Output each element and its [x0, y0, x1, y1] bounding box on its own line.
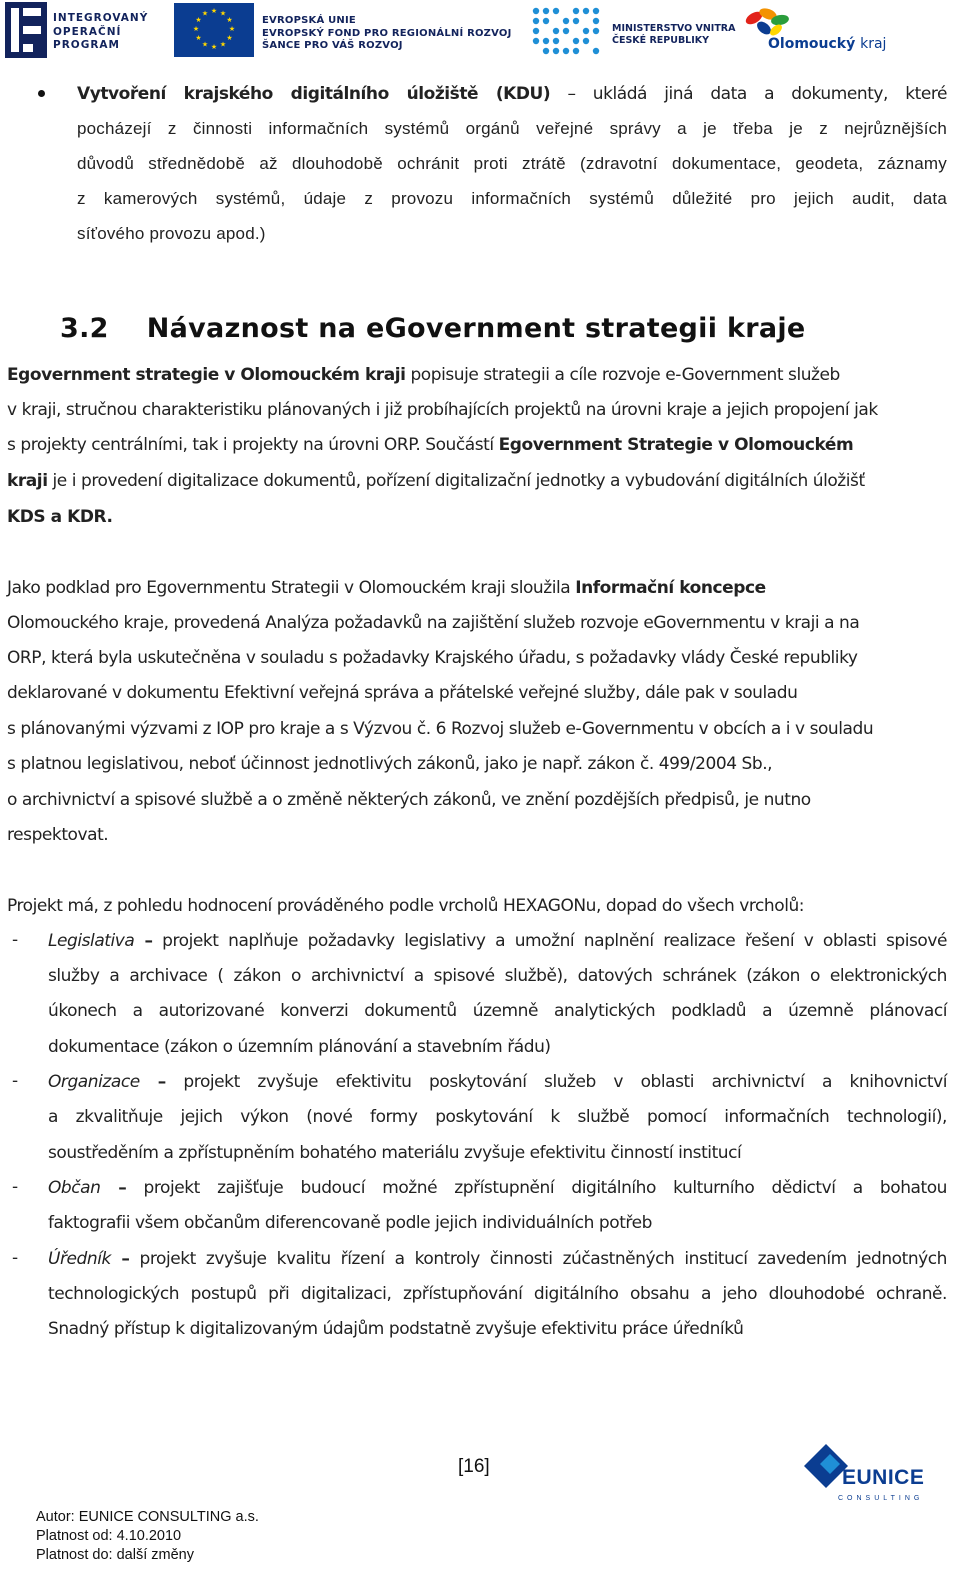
- list-item-line: [48, 1071, 947, 1093]
- para-line: [7, 364, 840, 386]
- eu-logo-line: EVROPSKÝ FOND PRO REGIONÁLNÍ ROZVOJ: [262, 27, 512, 39]
- svg-text:★: ★: [219, 40, 227, 49]
- para-bold: Informační koncepce: [575, 578, 766, 598]
- para-line: [7, 434, 853, 456]
- para-text: s projekty centrálními, tak i projekty na úrovni ORP. Součástí: [7, 435, 499, 455]
- svg-text:★: ★: [210, 43, 218, 51]
- para-line: [7, 470, 865, 492]
- list-item-sep: –: [139, 1072, 166, 1092]
- bullet-line: z kamerových systémů, údaje z provozu informačních systémů důležité pro jejich audit, data: [77, 189, 947, 208]
- svg-text:★: ★: [192, 25, 200, 33]
- list-item-line: faktografii všem občanům diferencovaně podle jejich individuálních potřeb: [48, 1213, 652, 1233]
- bullet-text: – ukládá jiná data a dokumenty, které: [567, 84, 948, 104]
- para-bold: Egovernment strategie v Olomouckém kraji: [7, 365, 406, 385]
- svg-text:★: ★: [201, 9, 209, 18]
- para-text: popisuje strategii a cíle rozvoje e-Government služeb: [405, 365, 840, 385]
- list-dash: -: [12, 1248, 19, 1268]
- list-item-term: Organizace: [48, 1072, 140, 1092]
- svg-text:★: ★: [226, 16, 233, 24]
- section-heading: [60, 313, 806, 344]
- list-item-text: projekt zvyšuje kvalitu řízení a kontroly činnosti zúčastněných institucí zavedením jednotných: [129, 1249, 947, 1269]
- eu-logo-line: ŠANCE PRO VÁŠ ROZVOJ: [262, 40, 403, 51]
- list-dash: -: [12, 1071, 19, 1091]
- region-logo-name: Olomoucký: [768, 36, 856, 52]
- list-item-text: projekt zvyšuje efektivitu poskytování služeb v oblasti archivnictví a knihovnictví: [165, 1072, 947, 1092]
- footer-author: Autor: EUNICE CONSULTING a.s.: [36, 1509, 259, 1525]
- list-item-line: a zkvalitňuje jejich výkon (nové formy poskytování k službě pomocí informačních technologií),: [48, 1107, 947, 1127]
- bullet-dot-icon: [38, 90, 45, 97]
- svg-text:★: ★: [195, 34, 202, 42]
- page-number: [16]: [458, 1456, 490, 1477]
- para-line: KDS a KDR.: [7, 507, 113, 527]
- para-line: respektovat.: [7, 825, 109, 845]
- svg-text:★: ★: [201, 40, 209, 49]
- para-line: s platnou legislativou, neboť účinnost jednotlivých zákonů, jako je např. zákon č. 499/2004 Sb.,: [7, 754, 773, 774]
- bullet-line: síťového provozu apod.): [77, 224, 266, 243]
- list-item-line: [48, 1177, 947, 1199]
- para-text: Jako podklad pro Egovernmentu Strategii v Olomouckém kraji sloužila: [7, 578, 576, 598]
- para-line: o archivnictví a spisové službě a o změně některých zákonů, ve znění pozdějších předpisů, je nutno: [7, 790, 811, 810]
- eunice-logo-word: EUNICE: [842, 1466, 925, 1489]
- bullet-line: [77, 83, 947, 105]
- list-dash: -: [12, 930, 19, 950]
- eunice-logo: [800, 1440, 930, 1510]
- para-line: [7, 577, 766, 599]
- list-dash: -: [12, 1177, 19, 1197]
- para-line: deklarované v dokumentu Efektivní veřejná správa a přátelské veřejné služby, dále pak v souladu: [7, 683, 798, 703]
- list-item-line: soustředěním a zpřístupněním bohatého materiálu zvyšuje efektivitu činností institucí: [48, 1143, 742, 1163]
- eu-logo-line: EVROPSKÁ UNIE: [262, 15, 356, 26]
- footer-valid-to: Platnost do: další změny: [36, 1547, 194, 1563]
- list-item-sep: –: [110, 1249, 130, 1269]
- svg-text:★: ★: [195, 16, 202, 24]
- iop-logo-line: PROGRAM: [53, 39, 120, 51]
- iop-logo-line: OPERAČNÍ: [53, 25, 122, 38]
- para-line: Olomouckého kraje, provedená Analýza požadavků na zajištění služeb rozvoje eGovernmentu v kraji a na: [7, 613, 860, 633]
- svg-text:★: ★: [226, 34, 233, 42]
- svg-text:★: ★: [228, 25, 236, 33]
- list-item-line: [48, 930, 947, 952]
- section-number: 3.2: [60, 313, 109, 344]
- list-item-text: projekt naplňuje požadavky legislativy a umožní naplnění realizace řešení v oblasti spisové: [152, 931, 947, 951]
- list-item-line: technologických postupů při digitalizaci, zpřístupňování digitálního obsahu a jeho dlouhodobé ochraně.: [48, 1284, 947, 1304]
- para-line: ORP, která byla uskutečněna v souladu s požadavky Krajského úřadu, s požadavky vlády České republiky: [7, 648, 858, 668]
- list-item-term: Legislativa: [48, 931, 135, 951]
- svg-text:★: ★: [210, 7, 218, 15]
- ministry-logo-line: MINISTERSTVO VNITRA: [612, 23, 736, 34]
- bullet-line: pocházejí z činnosti informačních systémů orgánů veřejné správy a je třeba je z nejrůznějších: [77, 119, 947, 138]
- list-item-term: Úředník: [48, 1249, 111, 1269]
- list-item-line: úkonech a autorizované konverzi dokumentů územně analytických podkladů a územně plánovací: [48, 1001, 947, 1021]
- eunice-logo-sub: CONSULTING: [838, 1495, 924, 1502]
- section-title: Návaznost na eGovernment strategii kraje: [146, 313, 806, 344]
- list-item-line: [48, 1248, 947, 1270]
- list-item-text: projekt zajišťuje budoucí možné zpřístupnění digitálního kulturního dědictví a bohatou: [126, 1178, 947, 1198]
- para-line: Projekt má, z pohledu hodnocení prováděného podle vrcholů HEXAGONu, dopad do všech vrcholů:: [7, 896, 805, 916]
- region-logo-suffix: kraj: [860, 36, 887, 52]
- para-bold: kraji: [7, 471, 48, 491]
- list-item-sep: –: [100, 1178, 127, 1198]
- para-bold: Egovernment Strategie v Olomouckém: [498, 435, 854, 455]
- svg-text:★: ★: [219, 9, 227, 18]
- para-text: je i provedení digitalizace dokumentů, pořízení digitalizační jednotky a vybudování digitálních úložišť: [47, 471, 865, 491]
- para-line: s plánovanými výzvami z IOP pro kraje a s Výzvou č. 6 Rozvoj služeb e-Governmentu v obcích a i v souladu: [7, 719, 874, 739]
- list-item-sep: –: [134, 931, 153, 951]
- list-item-term: Občan: [48, 1178, 101, 1198]
- iop-logo-line: INTEGROVANÝ: [53, 12, 149, 24]
- ministry-logo-line: ČESKÉ REPUBLIKY: [612, 34, 710, 46]
- bullet-line: důvodů střednědobě až dlouhodobě ochránit proti ztrátě (zdravotní dokumentace, geodeta, záznamy: [77, 154, 947, 173]
- list-item-line: služby a archivace ( zákon o archivnictví a spisové službě), datových schránek (zákon o elektronických: [48, 966, 947, 986]
- bullet-lead: Vytvoření krajského digitálního úložiště (KDU): [77, 84, 551, 104]
- list-item-line: Snadný přístup k digitalizovaným údajům podstatně zvyšuje efektivitu práce úředníků: [48, 1319, 744, 1339]
- para-line: v kraji, stručnou charakteristiku plánovaných i již probíhajících projektů na úrovni kraje a jejich propojení jak: [7, 400, 878, 420]
- footer-valid-from: Platnost od: 4.10.2010: [36, 1528, 182, 1544]
- list-item-line: dokumentace (zákon o územním plánování a stavebním řádu): [48, 1037, 551, 1057]
